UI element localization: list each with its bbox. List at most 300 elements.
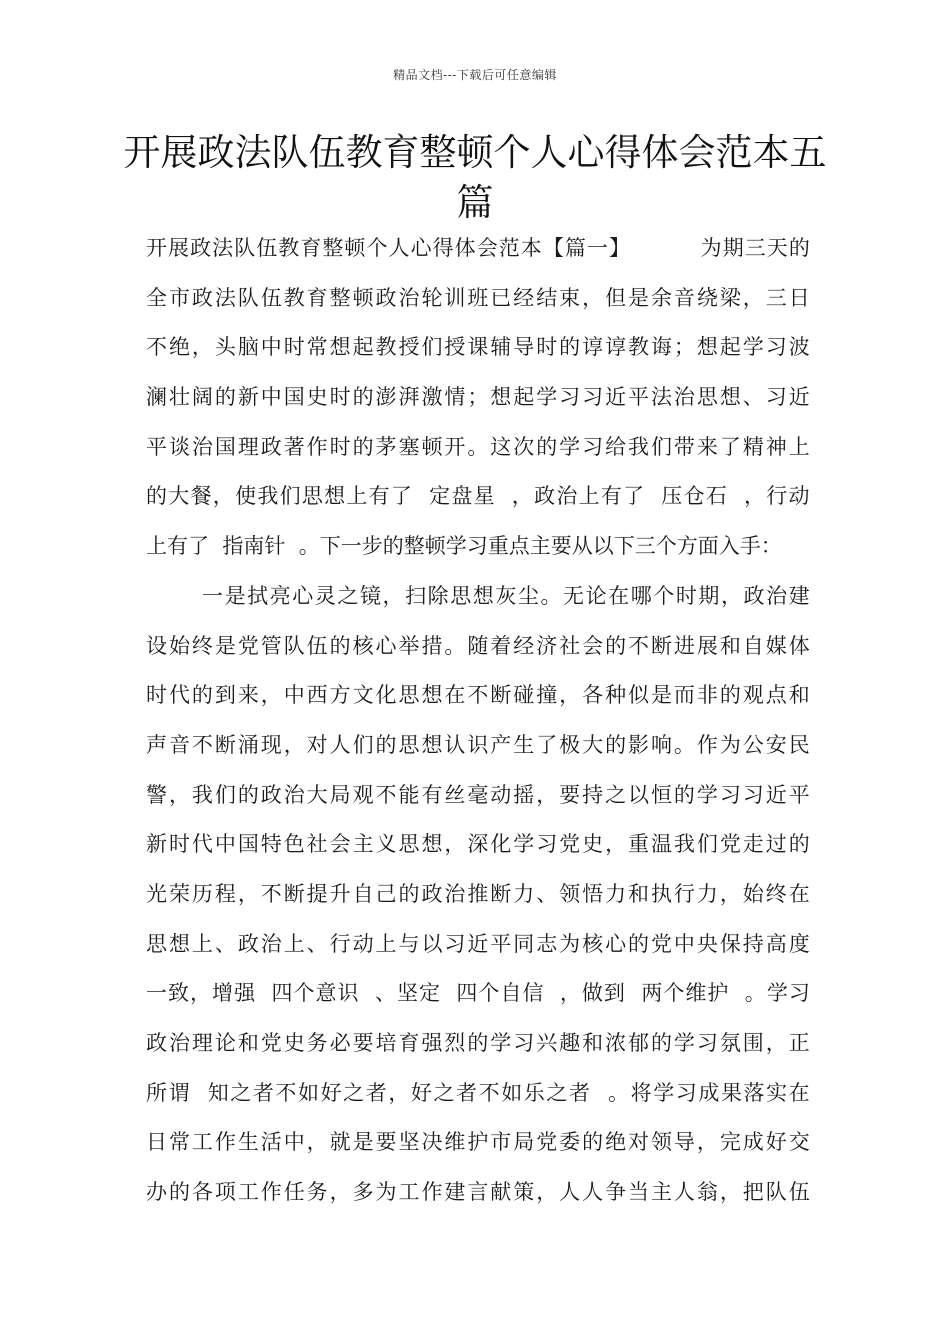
- glyph: 主: [352, 832, 374, 857]
- glyph: 谆: [582, 335, 604, 360]
- glyph: 授: [444, 335, 466, 360]
- glyph: 范: [498, 236, 520, 260]
- glyph: 的: [673, 782, 695, 807]
- glyph: 局: [513, 1130, 535, 1155]
- glyph: 党: [719, 832, 741, 857]
- glyph: 意: [315, 981, 337, 1006]
- glyph: 好: [765, 1130, 787, 1155]
- glyph: 思: [696, 385, 718, 410]
- glyph: 灵: [314, 583, 336, 608]
- glyph: 展: [168, 236, 190, 260]
- glyph: 措: [421, 633, 443, 658]
- glyph: 近: [788, 385, 810, 410]
- glyph: 想: [421, 732, 443, 757]
- glyph: 的: [788, 236, 810, 260]
- glyph: 梁: [719, 285, 741, 310]
- glyph: 上: [578, 484, 600, 509]
- glyph: 恒: [650, 782, 672, 807]
- glyph: 和: [719, 633, 741, 658]
- glyph: 个: [366, 236, 388, 260]
- glyph: 之: [343, 1080, 365, 1105]
- glyph: 法: [214, 285, 236, 310]
- glyph: 茅: [375, 434, 397, 459]
- glyph: ，: [536, 1180, 558, 1205]
- glyph: 所: [146, 1080, 167, 1105]
- glyph: ，: [212, 484, 234, 509]
- glyph: 法: [212, 236, 234, 260]
- glyph: ，: [720, 583, 742, 608]
- glyph: 持: [742, 931, 764, 956]
- glyph: 石: [705, 484, 727, 509]
- glyph: 如: [501, 1080, 523, 1105]
- glyph: 领: [559, 881, 581, 906]
- glyph: 压: [661, 484, 683, 509]
- glyph: 谓: [168, 1080, 190, 1105]
- glyph: 中: [214, 832, 236, 857]
- glyph: 是: [628, 285, 650, 310]
- glyph: 育: [398, 1031, 420, 1055]
- glyph: 作: [696, 732, 718, 757]
- glyph: 的: [605, 633, 627, 658]
- glyph: 局: [329, 782, 351, 807]
- glyph: 央: [696, 931, 718, 956]
- glyph: 学: [513, 832, 535, 857]
- glyph: 民: [788, 732, 810, 757]
- glyph: 中: [283, 1130, 305, 1155]
- glyph: 的: [650, 1031, 672, 1055]
- glyph: 精: [742, 434, 764, 459]
- glyph: 主: [650, 1180, 672, 1205]
- glyph: 灰: [495, 583, 517, 608]
- glyph: 上: [283, 931, 305, 956]
- glyph: 全: [146, 285, 167, 310]
- glyph: 四: [456, 981, 478, 1006]
- glyph: ，: [444, 832, 466, 857]
- glyph: 。: [608, 1080, 630, 1105]
- glyph: 的: [168, 1180, 190, 1205]
- glyph: 现: [260, 732, 282, 757]
- glyph: 断: [214, 732, 236, 757]
- glyph: 。: [744, 981, 766, 1006]
- page-header: 精品文档---下载后可任意编辑: [393, 68, 557, 82]
- glyph: ，: [388, 1080, 410, 1105]
- glyph: [449, 969, 456, 1019]
- glyph: 个: [663, 981, 685, 1006]
- text-line: [146, 373, 810, 423]
- glyph: 任: [283, 1180, 305, 1205]
- glyph: 始: [168, 633, 190, 658]
- glyph: 平: [146, 434, 167, 459]
- glyph: 涌: [237, 732, 259, 757]
- glyph: 教: [283, 285, 305, 310]
- glyph: 不: [275, 1080, 297, 1105]
- text-line: [146, 1118, 810, 1168]
- glyph: 管: [260, 633, 282, 658]
- glyph: 代: [168, 683, 190, 708]
- text-line: [146, 274, 810, 324]
- glyph: [441, 969, 448, 1019]
- glyph: 作: [306, 434, 328, 459]
- glyph: 习: [696, 1031, 718, 1055]
- glyph: 者: [568, 1080, 590, 1105]
- glyph: 想: [719, 385, 741, 410]
- glyph: 队: [283, 633, 305, 658]
- glyph: 产: [490, 732, 512, 757]
- glyph: ，: [237, 881, 259, 906]
- glyph: 是: [224, 583, 246, 608]
- glyph: ，: [306, 1130, 328, 1155]
- glyph: 自: [500, 981, 522, 1006]
- glyph: 定: [418, 981, 440, 1006]
- glyph: 提: [306, 881, 328, 906]
- glyph: 警: [146, 782, 167, 807]
- glyph: 浓: [605, 1031, 627, 1055]
- glyph: 、: [536, 881, 558, 906]
- glyph: 就: [329, 1130, 351, 1155]
- glyph: 、: [374, 981, 396, 1006]
- glyph: 兴: [536, 1031, 558, 1055]
- glyph: 阔: [191, 385, 213, 410]
- glyph: 想: [421, 683, 443, 708]
- glyph: 国: [283, 385, 305, 410]
- glyph: 在: [444, 683, 466, 708]
- glyph: 育: [306, 285, 328, 310]
- glyph: 好: [410, 1080, 432, 1105]
- glyph: 轮: [421, 285, 443, 310]
- glyph: [653, 472, 660, 522]
- glyph: 断: [283, 881, 305, 906]
- glyph: 与: [398, 931, 420, 956]
- text-line: [146, 1019, 810, 1069]
- glyph: 治: [260, 931, 282, 956]
- glyph: 生: [237, 1130, 259, 1155]
- glyph: 中: [283, 683, 305, 708]
- glyph: 习: [582, 434, 604, 459]
- glyph: 上: [346, 484, 368, 509]
- glyph: 导: [513, 335, 535, 360]
- glyph: 学: [766, 981, 788, 1006]
- glyph: 期: [698, 583, 720, 608]
- glyph: [413, 472, 420, 522]
- glyph: 是: [352, 1130, 374, 1155]
- glyph: 来: [237, 683, 259, 708]
- glyph: 整: [329, 285, 351, 310]
- glyph: 务: [306, 1180, 328, 1205]
- glyph: 致: [168, 981, 190, 1006]
- glyph: 经: [513, 285, 535, 310]
- glyph: 习: [444, 931, 466, 956]
- glyph: 会: [329, 832, 351, 857]
- glyph: 个: [653, 583, 675, 608]
- glyph: 神: [765, 434, 787, 459]
- glyph: 声: [146, 732, 167, 757]
- glyph: 政: [260, 434, 282, 459]
- glyph: 是: [650, 683, 672, 708]
- glyph: 断: [650, 633, 672, 658]
- glyph: 们: [421, 335, 443, 360]
- glyph: 定: [429, 484, 451, 509]
- glyph: 要: [375, 1130, 397, 1155]
- glyph: 大: [582, 732, 604, 757]
- glyph: 以: [628, 782, 650, 807]
- glyph: 政: [375, 285, 397, 310]
- glyph: 好: [320, 1080, 342, 1105]
- glyph: 有: [368, 484, 390, 509]
- glyph: 动: [352, 931, 374, 956]
- glyph: 温: [650, 832, 672, 857]
- glyph: 想: [168, 931, 190, 956]
- glyph: 近: [765, 782, 787, 807]
- glyph: 国: [214, 434, 236, 459]
- glyph: 项: [214, 1180, 236, 1205]
- glyph: 音: [673, 285, 695, 310]
- glyph: 作: [214, 1130, 236, 1155]
- glyph: 之: [230, 1080, 252, 1105]
- glyph: 想: [696, 335, 718, 360]
- glyph: 的: [375, 732, 397, 757]
- glyph: 举: [398, 633, 420, 658]
- glyph: 的: [628, 931, 650, 956]
- glyph: 不: [260, 881, 282, 906]
- glyph: 国: [237, 832, 259, 857]
- glyph: 的: [214, 385, 236, 410]
- glyph: 特: [260, 832, 282, 857]
- text-line: [146, 323, 810, 373]
- glyph: 中: [673, 931, 695, 956]
- glyph: 和: [582, 1031, 604, 1055]
- glyph: 习: [536, 832, 558, 857]
- glyph: [728, 472, 735, 522]
- glyph: 度: [788, 931, 810, 956]
- glyph: 的: [559, 335, 581, 360]
- glyph: 中: [260, 335, 282, 360]
- glyph: 西: [306, 683, 328, 708]
- glyph: 时: [329, 434, 351, 459]
- glyph: 政: [190, 236, 212, 260]
- glyph: 思: [301, 484, 323, 509]
- glyph: 班: [467, 285, 489, 310]
- glyph: ，: [190, 981, 212, 1006]
- glyph: 想: [329, 335, 351, 360]
- glyph: 媒: [765, 633, 787, 658]
- glyph: 绝: [605, 1130, 627, 1155]
- glyph: 哪: [630, 583, 652, 608]
- glyph: 心: [292, 583, 314, 608]
- glyph: 知: [207, 1080, 229, 1105]
- glyph: 【: [542, 236, 564, 260]
- glyph: 习: [513, 1031, 535, 1055]
- glyph: 护: [707, 981, 729, 1006]
- glyph: 开: [146, 236, 167, 260]
- glyph: 心: [605, 931, 627, 956]
- glyph: 学: [673, 1031, 695, 1055]
- glyph: 们: [214, 782, 236, 807]
- glyph: 悟: [582, 881, 604, 906]
- text-line: [146, 969, 810, 1019]
- glyph: 力: [513, 881, 535, 906]
- text-line: [146, 870, 810, 920]
- text-line: [146, 622, 810, 672]
- glyph: 们: [352, 732, 374, 757]
- glyph: 同: [513, 931, 535, 956]
- glyph: 教: [375, 335, 397, 360]
- glyph: [626, 969, 633, 1019]
- glyph: 带: [673, 434, 695, 459]
- glyph: ，: [719, 1180, 741, 1205]
- glyph: 常: [168, 1130, 190, 1155]
- glyph: 论: [585, 583, 607, 608]
- glyph: 无: [563, 583, 584, 608]
- glyph: 自: [352, 881, 374, 906]
- glyph: 坚: [396, 981, 418, 1006]
- glyph: 情: [444, 385, 466, 410]
- glyph: 伍: [260, 285, 282, 310]
- glyph: 市: [490, 1130, 512, 1155]
- glyph: 头: [214, 335, 236, 360]
- glyph: 队: [765, 1180, 787, 1205]
- glyph: 郁: [628, 1031, 650, 1055]
- glyph: 者: [456, 1080, 478, 1105]
- glyph: 想: [472, 583, 494, 608]
- glyph: 我: [191, 782, 213, 807]
- glyph: 的: [352, 434, 374, 459]
- glyph: 篇: [564, 236, 586, 260]
- glyph: 们: [279, 484, 301, 509]
- glyph: 授: [398, 335, 420, 360]
- glyph: 给: [605, 434, 627, 459]
- glyph: 日: [788, 285, 810, 310]
- glyph: 围: [742, 1031, 764, 1055]
- glyph: 走: [742, 832, 764, 857]
- glyph: 翁: [696, 1180, 718, 1205]
- glyph: 认: [444, 732, 466, 757]
- glyph: 治: [556, 484, 578, 509]
- glyph: 实: [766, 1080, 788, 1105]
- glyph: 政: [237, 931, 259, 956]
- glyph: 不: [375, 782, 397, 807]
- glyph: 乐: [523, 1080, 545, 1105]
- glyph: 为: [700, 236, 722, 260]
- glyph: 的: [237, 782, 259, 807]
- glyph: ，: [582, 285, 604, 310]
- glyph: ；: [673, 335, 695, 360]
- glyph: 推: [467, 881, 489, 906]
- glyph: 不: [146, 335, 167, 360]
- glyph: 的: [398, 881, 420, 906]
- glyph: 人: [559, 1180, 581, 1205]
- glyph: 脑: [237, 335, 259, 360]
- glyph: ，: [559, 683, 581, 708]
- glyph: 思: [398, 683, 420, 708]
- glyph: 观: [352, 782, 374, 807]
- glyph: 决: [421, 1130, 443, 1155]
- glyph: 习: [675, 1080, 697, 1105]
- glyph: 三: [765, 285, 787, 310]
- glyph: 极: [559, 732, 581, 757]
- glyph: 社: [306, 832, 328, 857]
- glyph: 育: [300, 236, 322, 260]
- glyph: 党: [650, 931, 672, 956]
- glyph: 治: [168, 1031, 190, 1055]
- glyph: 义: [375, 832, 397, 857]
- glyph: 心: [375, 633, 397, 658]
- glyph: 我: [673, 832, 695, 857]
- glyph: 响: [650, 732, 672, 757]
- glyph: 争: [605, 1180, 627, 1205]
- glyph: 重: [628, 832, 650, 857]
- glyph: 使: [235, 484, 257, 509]
- glyph: 的: [788, 832, 810, 857]
- glyph: 做: [581, 981, 603, 1006]
- glyph: 和: [237, 1031, 259, 1055]
- glyph: 办: [146, 1180, 167, 1205]
- glyph: 种: [605, 683, 627, 708]
- glyph: 党: [260, 1031, 282, 1055]
- glyph: 的: [191, 683, 213, 708]
- glyph: 这: [490, 434, 512, 459]
- glyph: 化: [375, 683, 397, 708]
- glyph: ，: [329, 1180, 351, 1205]
- glyph: 绕: [696, 285, 718, 310]
- glyph: 学: [696, 782, 718, 807]
- glyph: ，: [260, 683, 282, 708]
- glyph: 核: [582, 931, 604, 956]
- glyph: 不: [191, 732, 213, 757]
- glyph: 观: [742, 683, 764, 708]
- glyph: 课: [467, 335, 489, 360]
- glyph: [639, 224, 646, 274]
- glyph: 会: [476, 236, 498, 260]
- glyph: 丝: [444, 782, 466, 807]
- glyph: 建: [444, 1180, 466, 1205]
- glyph: 行: [766, 484, 788, 509]
- glyph: 己: [375, 881, 397, 906]
- glyph: [677, 224, 684, 274]
- glyph: 进: [673, 633, 695, 658]
- glyph: 习: [788, 981, 810, 1006]
- glyph: 余: [650, 285, 672, 310]
- glyph: 化: [490, 832, 512, 857]
- glyph: 本: [520, 236, 542, 260]
- glyph: 日: [146, 1130, 167, 1155]
- glyph: 如: [298, 1080, 319, 1105]
- glyph: 人: [329, 732, 351, 757]
- glyph: 音: [168, 732, 190, 757]
- glyph: [631, 224, 638, 274]
- glyph: 上: [788, 434, 810, 459]
- glyph: [654, 224, 661, 274]
- glyph: 一: [146, 981, 167, 1006]
- glyph: 方: [329, 683, 351, 708]
- glyph: 必: [329, 1031, 351, 1055]
- glyph: 顿: [352, 285, 374, 310]
- glyph: 习: [765, 385, 787, 410]
- glyph: 力: [605, 881, 627, 906]
- glyph: 人: [673, 1180, 695, 1205]
- glyph: 志: [536, 931, 558, 956]
- glyph: ，: [536, 782, 558, 807]
- glyph: 尘: [517, 583, 539, 608]
- glyph: 法: [650, 385, 672, 410]
- glyph: 个: [293, 981, 315, 1006]
- glyph: 党: [559, 832, 581, 857]
- glyph: [360, 969, 367, 1019]
- glyph: 波: [788, 335, 810, 360]
- glyph: 正: [788, 1031, 810, 1055]
- glyph: 代: [191, 832, 213, 857]
- glyph: 治: [673, 385, 695, 410]
- glyph: 思: [398, 832, 420, 857]
